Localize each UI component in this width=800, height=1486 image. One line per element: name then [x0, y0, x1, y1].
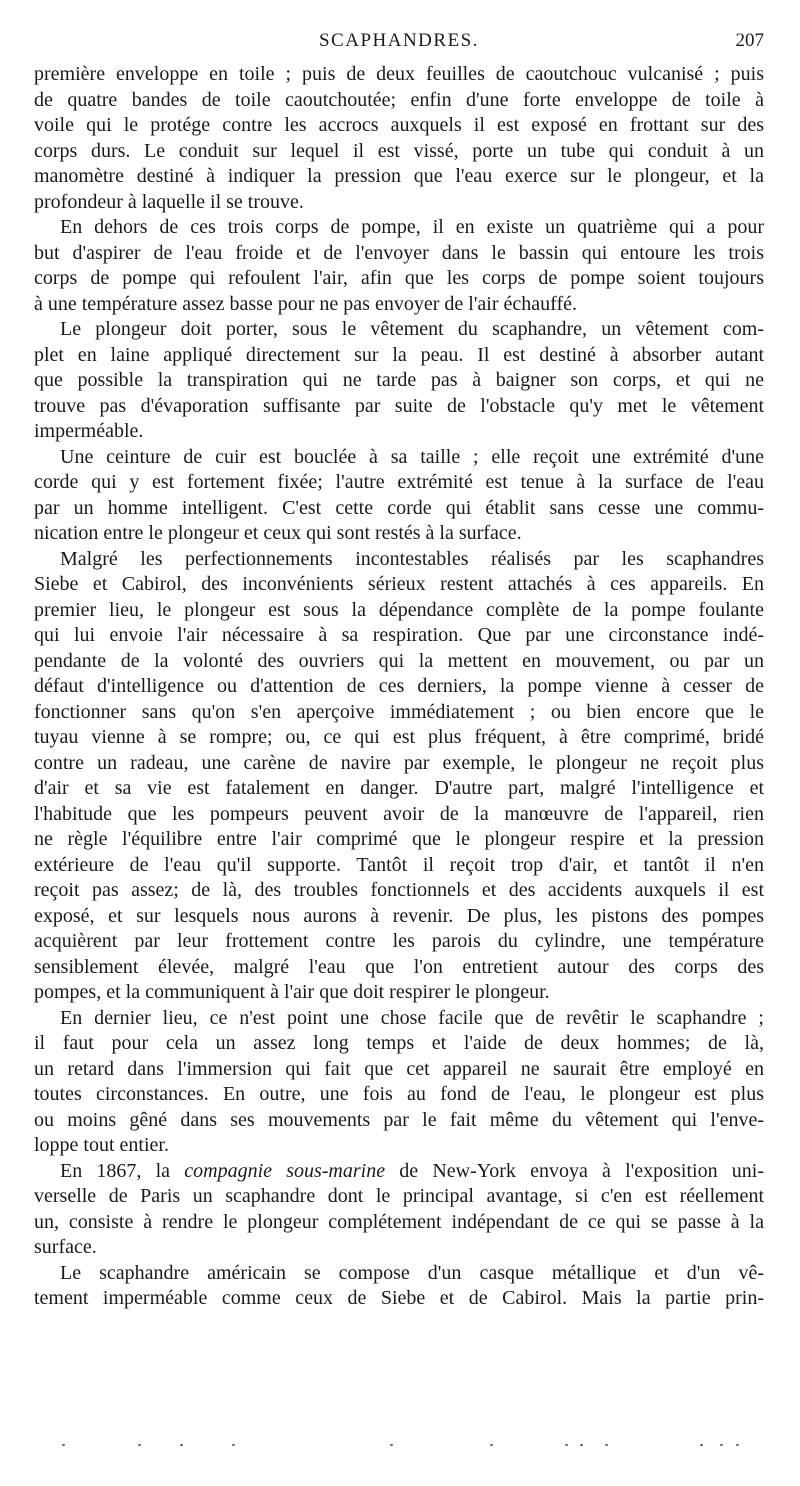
paragraph [34, 1006, 764, 1159]
running-head [34, 30, 764, 58]
speckle [720, 1444, 723, 1446]
text-run: En 1867, la [60, 1159, 185, 1182]
text-line: extérieure de l'eau qu'il supporte. Tantôt il reçoit trop d'air, et tantôt il n'en [34, 853, 764, 876]
speckle [565, 1444, 568, 1446]
speckle [700, 1444, 703, 1446]
text-line: plet en laine appliqué directement sur la peau. Il est destiné à absorber autant [34, 343, 764, 366]
text-line: verselle de Paris un scaphandre dont le principal avantage, si c'en est réellement [34, 1185, 764, 1207]
text-line: ou moins gêné dans ses mouvements par le fait même du vêtement qui l'enve- [34, 1108, 764, 1131]
text-line: En dehors de ces trois corps de pompe, il en existe un quatrième qui a pour [60, 216, 764, 238]
speckle [180, 1444, 183, 1446]
text-line: pendante de la volonté des ouvriers qui la mettent en mouvement, ou par un [34, 649, 764, 672]
text-line: contre un radeau, une carène de navire par exemple, le plongeur ne reçoit plus [34, 751, 764, 774]
text-line: l'habitude que les pompeurs peuvent avoir de la manœuvre de l'appareil, rien [34, 802, 764, 825]
paragraph [34, 317, 764, 445]
scan-speckle-row [60, 1444, 740, 1450]
text-line: pompes, et la communiquent à l'air que doit respirer le plongeur. [34, 981, 550, 1003]
speckle [138, 1444, 141, 1446]
text-run: de New-York envoya à l'exposition uni- [385, 1159, 765, 1182]
text-line [34, 1159, 764, 1185]
paragraph [34, 445, 764, 547]
paragraph [34, 62, 764, 215]
text-line: ne règle l'équilibre entre l'air comprimé que le plongeur respire et la pression [34, 828, 764, 850]
text-line: corde qui y est fortement fixée; l'autre extrémité est tenue à la surface de l'eau [34, 471, 764, 493]
text-line: nication entre le plongeur et ceux qui sont restés à la surface. [34, 522, 522, 544]
text-line: qui lui envoie l'air nécessaire à sa respiration. Que par une circonstance indé- [34, 624, 764, 646]
text-line: exposé, et sur lesquels nous aurons à revenir. De plus, les pistons des pompes [34, 904, 764, 927]
speckle [232, 1444, 235, 1446]
text-line: Le scaphandre américain se compose d'un casque métallique et d'un vê- [60, 1261, 764, 1284]
body-text [34, 62, 764, 1312]
text-line: d'air et sa vie est fatalement en danger. D'autre part, malgré l'intelligence et [34, 777, 764, 799]
text-line: En dernier lieu, ce n'est point une chose facile que de revêtir le scaphandre ; [60, 1006, 764, 1029]
paragraph [34, 1159, 764, 1261]
text-line: il faut pour cela un assez long temps et l'aide de deux hommes; de là, [34, 1032, 764, 1054]
speckle [390, 1444, 393, 1446]
text-line: Le plongeur doit porter, sous le vêtement du scaphandre, un vêtement com- [60, 318, 764, 340]
text-line: Siebe et Cabirol, des inconvénients sérieux restent attachés à ces appareils. En [34, 573, 764, 595]
text-line: toutes circonstances. En outre, une fois au fond de l'eau, le plongeur est plus [34, 1083, 764, 1105]
text-line: profondeur à laquelle il se trouve. [34, 190, 304, 213]
speckle [605, 1444, 608, 1446]
text-line: voile qui le protége contre les accrocs auxquels il est exposé en frottant sur des [34, 114, 764, 136]
text-line: de quatre bandes de toile caoutchoutée; enfin d'une forte enveloppe de toile à [34, 88, 764, 111]
text-line: un retard dans l'immersion qui fait que cet appareil ne saurait être employé en [34, 1057, 764, 1080]
text-line: loppe tout entier. [34, 1134, 169, 1156]
text-line: Une ceinture de cuir est bouclée à sa taille ; elle reçoit une extrémité d'une [60, 445, 764, 468]
text-line: surface. [34, 1236, 97, 1258]
running-title: SCAPHANDRES. [318, 30, 479, 51]
speckle [490, 1444, 493, 1446]
italic-term: compagnie sous-marine [184, 1159, 386, 1182]
text-line: défaut d'intelligence ou d'attention de ces derniers, la pompe vienne à cesser de [34, 675, 764, 697]
text-line: Malgré les perfectionnements incontestables réalisés par les scaphandres [60, 547, 764, 570]
text-line: trouve pas d'évaporation suffisante par suite de l'obstacle qu'y met le vêtement [34, 394, 764, 417]
text-line: corps de pompe qui refoulent l'air, afin que les corps de pompe soient toujours [34, 267, 764, 289]
text-line: premier lieu, le plongeur est sous la dépendance complète de la pompe foulante [34, 598, 764, 621]
paragraph [34, 547, 764, 1006]
paragraph [34, 215, 764, 317]
text-line: but d'aspirer de l'eau froide et de l'envoyer dans le bassin qui entoure les trois [34, 241, 764, 264]
text-line: que possible la transpiration qui ne tarde pas à baigner son corps, et qui ne [34, 369, 764, 391]
text-line: tement imperméable comme ceux de Siebe et de Cabirol. Mais la partie prin- [34, 1287, 764, 1309]
speckle [736, 1444, 739, 1446]
text-line: imperméable. [34, 420, 144, 442]
text-line: reçoit pas assez; de là, des troubles fonctionnels et des accidents auxquels il est [34, 879, 764, 901]
text-line: à une température assez basse pour ne pas envoyer de l'air échauffé. [34, 292, 577, 315]
text-line: tuyau vienne à se rompre; ou, ce qui est plus fréquent, à être comprimé, bridé [34, 726, 764, 748]
paragraph [34, 1261, 764, 1312]
text-line: corps durs. Le conduit sur lequel il est vissé, porte un tube qui conduit à un [34, 139, 764, 162]
text-line: fonctionner sans qu'on s'en aperçoive immédiatement ; ou bien encore que le [34, 700, 764, 723]
text-line: acquièrent par leur frottement contre les parois du cylindre, une température [34, 930, 764, 952]
text-line: première enveloppe en toile ; puis de deux feuilles de caoutchouc vulcanisé ; puis [34, 63, 764, 85]
text-line: sensiblement élevée, malgré l'eau que l'on entretient autour des corps des [34, 955, 764, 978]
page-number: 207 [735, 30, 764, 51]
speckle [62, 1444, 65, 1446]
text-line: un, consiste à rendre le plongeur complétement indépendant de ce qui se passe à la [34, 1210, 764, 1233]
text-line: manomètre destiné à indiquer la pression que l'eau exerce sur le plongeur, et la [34, 165, 764, 187]
speckle [580, 1444, 583, 1446]
text-line: par un homme intelligent. C'est cette corde qui établit sans cesse une commu- [34, 496, 764, 519]
